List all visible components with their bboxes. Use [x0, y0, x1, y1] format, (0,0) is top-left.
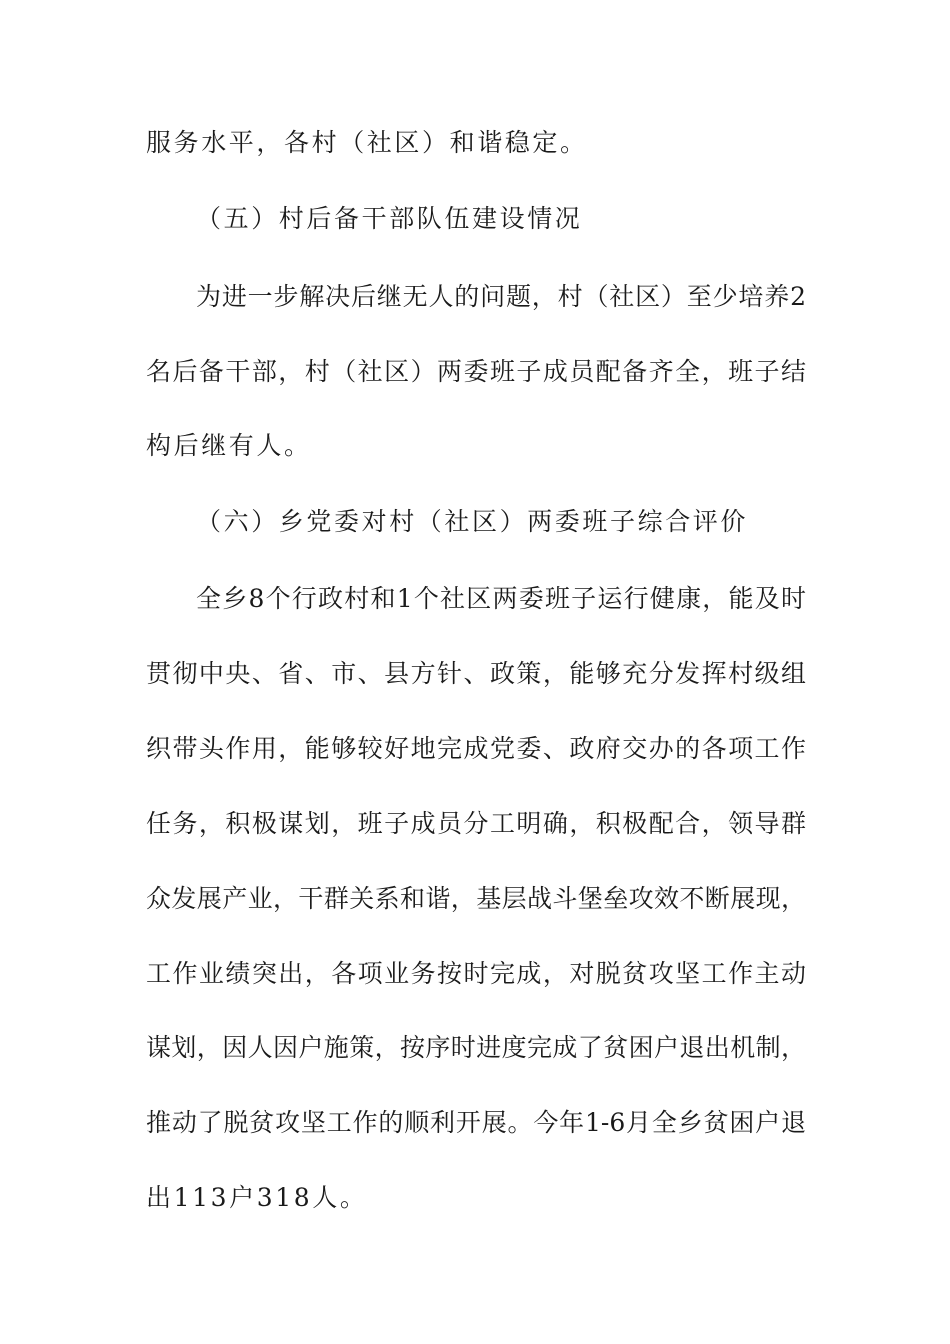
- paragraph-line: 众发展产业，干群关系和谐，基层战斗堡垒攻效不断展现，: [146, 884, 806, 913]
- paragraph-line: 构后继有人。: [146, 431, 312, 460]
- paragraph-line: 谋划，因人因户施策，按序时进度完成了贫困户退出机制，: [146, 1033, 806, 1062]
- paragraph-line: 贯彻中央、省、市、县方针、政策，能够充分发挥村级组: [146, 659, 806, 688]
- paragraph-line: 工作业绩突出，各项业务按时完成，对脱贫攻坚工作主动: [146, 959, 806, 988]
- paragraph-line: 服务水平，各村（社区）和谐稳定。: [146, 128, 588, 157]
- paragraph-line: 推动了脱贫攻坚工作的顺利开展。今年1-6月全乡贫困户退: [146, 1108, 806, 1137]
- section-heading-5: （五）村后备干部队伍建设情况: [196, 204, 583, 233]
- paragraph-line: 出113户318人。: [146, 1183, 368, 1212]
- paragraph-line: 为进一步解决后继无人的问题，村（社区）至少培养2: [196, 282, 806, 311]
- paragraph-line: 任务，积极谋划，班子成员分工明确，积极配合，领导群: [146, 809, 806, 838]
- paragraph-line: 全乡8个行政村和1个社区两委班子运行健康，能及时: [196, 584, 806, 613]
- paragraph-line: 织带头作用，能够较好地完成党委、政府交办的各项工作: [146, 734, 806, 763]
- section-heading-6: （六）乡党委对村（社区）两委班子综合评价: [196, 507, 749, 536]
- paragraph-line: 名后备干部，村（社区）两委班子成员配备齐全，班子结: [146, 357, 806, 386]
